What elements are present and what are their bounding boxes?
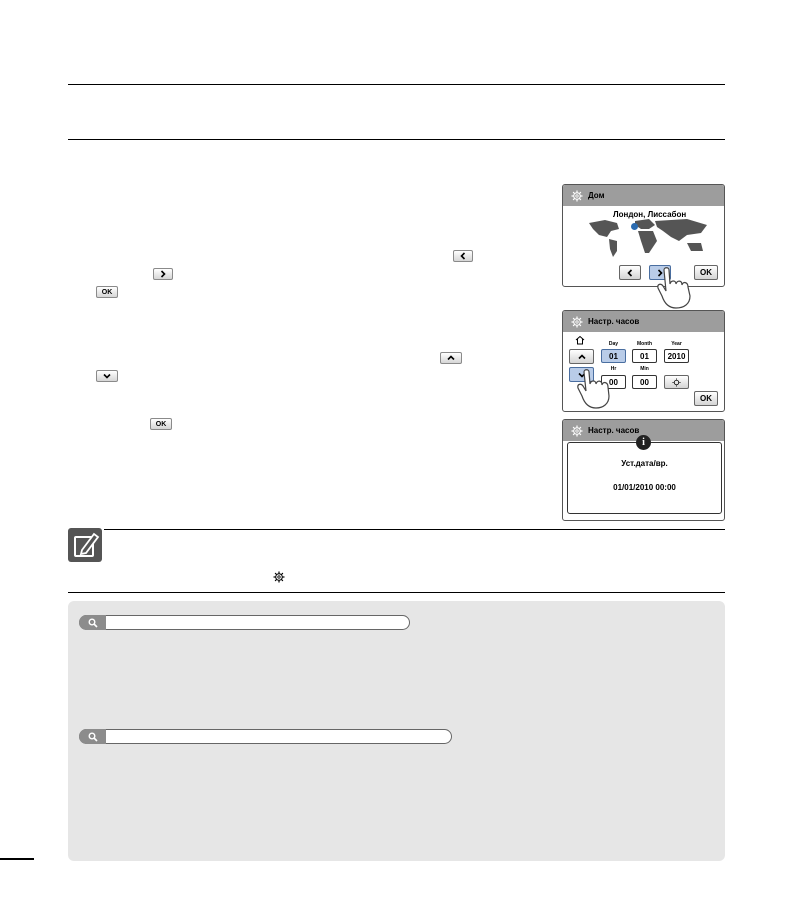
up-button[interactable] [569,349,594,364]
chevron-up-icon [578,353,586,361]
chevron-right-icon [159,270,167,278]
tip-cap [79,729,106,744]
gear-icon [571,425,583,437]
world-map [583,217,713,257]
ok-button[interactable]: OK [694,265,718,280]
left-key-button [453,250,473,262]
minute-field[interactable]: 00 [632,375,657,389]
down-key-button [96,370,118,382]
gear-icon [273,571,285,583]
popup-dialog [567,442,722,514]
header-rule-top [68,84,725,85]
note-rule-bottom [68,592,725,593]
gear-icon [571,190,583,202]
magnifier-icon [88,618,98,628]
hand-pointer-icon [656,266,706,310]
popup-message: Уст.дата/вр. [621,459,668,468]
screen-confirm [562,419,725,521]
year-label: Year [671,341,682,347]
minute-label: Min [640,366,649,372]
magnifier-icon [88,732,98,742]
page-edge-marker [0,858,34,860]
chevron-down-icon [103,372,111,380]
chevron-left-icon [626,269,634,277]
year-field[interactable]: 2010 [664,349,689,363]
tip-box [68,601,725,861]
ok-key-button: OK [96,286,118,298]
dst-button[interactable] [664,375,689,389]
left-button[interactable] [619,265,641,280]
chevron-left-icon [459,252,467,260]
screen-title: Настр. часов [588,317,640,326]
header-rule-bottom [68,139,725,140]
ok-button[interactable]: OK [694,391,718,406]
hour-field[interactable]: 00 [601,375,626,389]
location-dot [631,223,638,230]
day-field[interactable]: 01 [601,349,626,363]
hand-pointer-icon [574,368,618,412]
sun-clock-icon [672,378,681,387]
screen-title: Дом [588,191,605,200]
city-name: Лондон, Лиссабон [613,210,687,219]
screen-titlebar [563,311,724,332]
screen-title: Настр. часов [588,426,640,435]
day-label: Day [608,341,619,347]
note-pencil-icon [68,528,102,562]
month-field[interactable]: 01 [632,349,657,363]
right-key-button [153,268,173,280]
tip-cap [79,615,106,630]
note-icon [68,528,102,562]
hour-label: Hr [610,366,617,372]
chevron-up-icon [447,354,455,362]
screen-titlebar [563,185,724,206]
info-icon: i [636,435,651,450]
popup-datetime: 01/01/2010 00:00 [613,483,676,492]
note-rule-top [104,529,725,530]
month-label: Month [637,341,652,347]
tip-header-bar [79,615,410,630]
gear-icon [571,316,583,328]
ok-key-button: OK [150,418,172,430]
up-key-button [440,352,462,364]
tip-header-bar [79,729,452,744]
home-icon [575,335,585,345]
